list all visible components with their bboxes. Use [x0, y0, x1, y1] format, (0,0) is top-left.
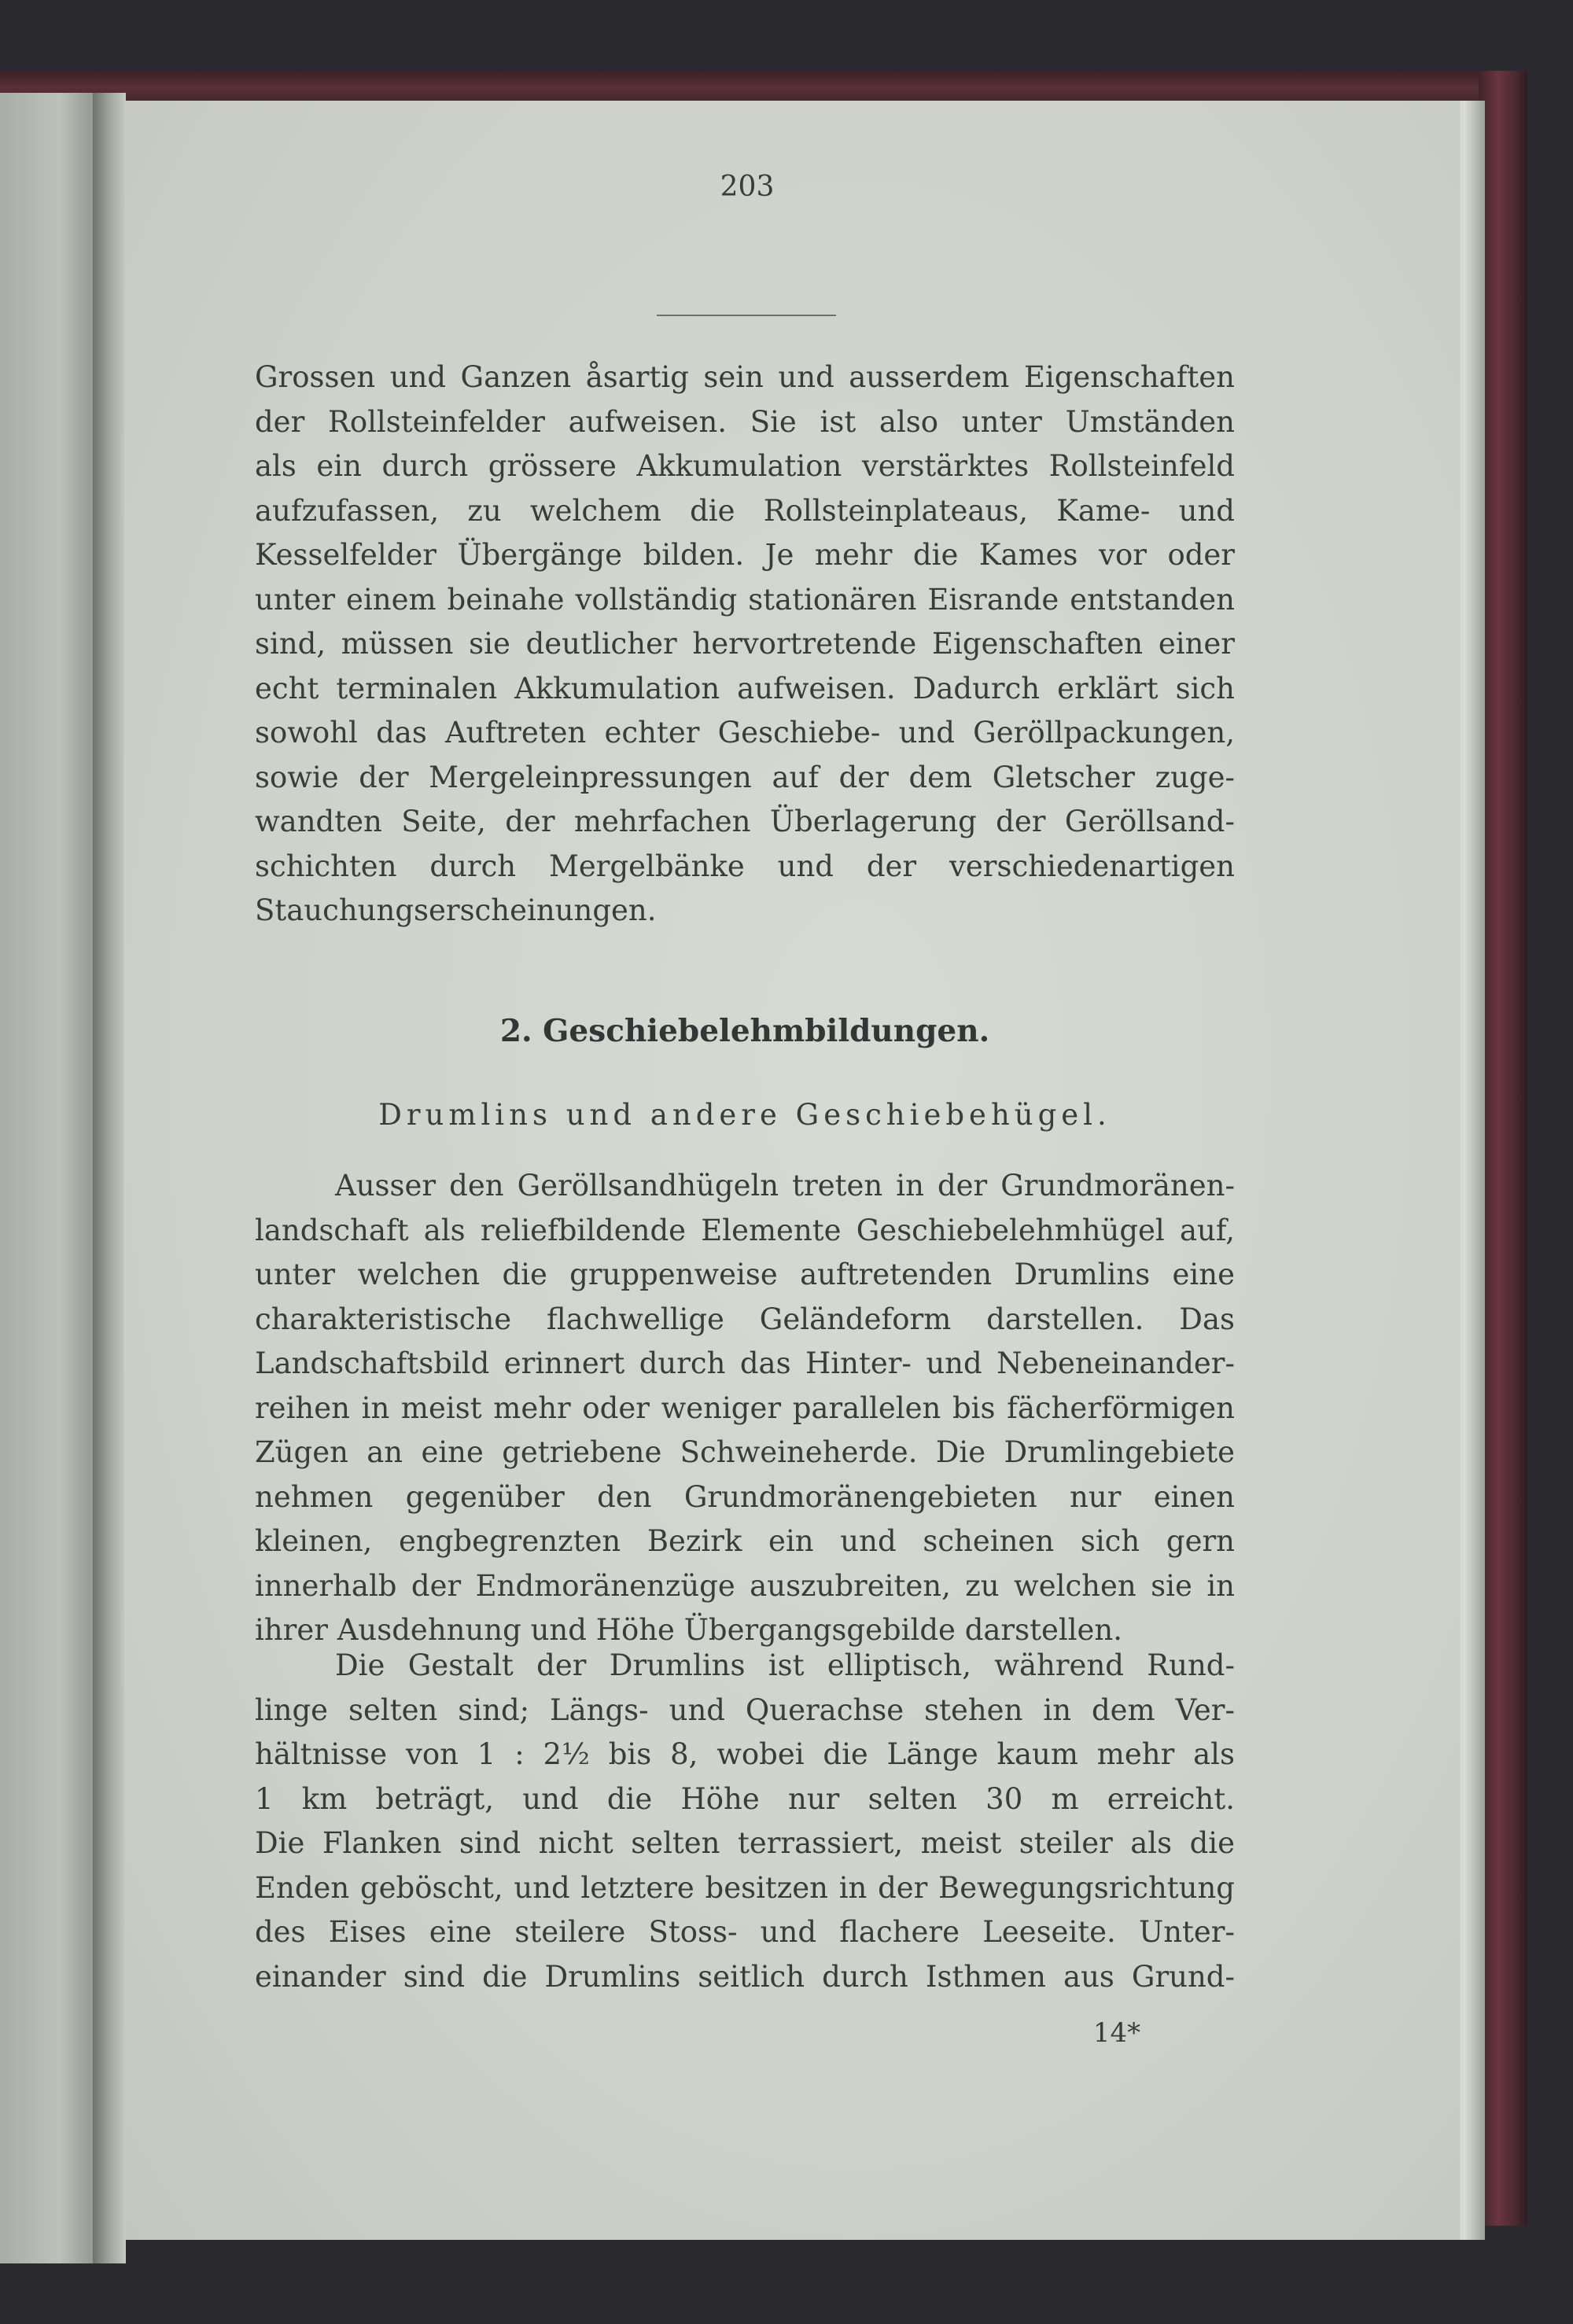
- text-line: linge selten sind; Längs- und Querachse stehen in dem Ver-: [255, 1692, 1235, 1727]
- text-line: Grossen und Ganzen åsartig sein und ausserdem Eigenschaften: [255, 360, 1235, 394]
- text-line: aufzufassen, zu welchem die Rollsteinplateaus, Kame- und: [255, 493, 1235, 528]
- text-line: echt terminalen Akkumulation aufweisen. Dadurch erklärt sich: [255, 671, 1235, 705]
- text-line: sowie der Mergeleinpressungen auf der dem Gletscher zuge-: [255, 760, 1235, 794]
- text-line: nehmen gegenüber den Grundmoränengebieten nur einen: [255, 1479, 1235, 1514]
- text-line: unter einem beinahe vollständig stationären Eisrande entstanden: [255, 582, 1235, 617]
- book-gutter: [93, 93, 126, 2263]
- text-line: Die Gestalt der Drumlins ist elliptisch, während Rund-: [335, 1648, 1235, 1682]
- text-line: hältnisse von 1 : 2½ bis 8, wobei die Länge kaum mehr als: [255, 1737, 1235, 1771]
- text-line: 1 km beträgt, und die Höhe nur selten 30 m erreicht.: [255, 1781, 1235, 1816]
- header-rule: [657, 315, 836, 316]
- text-line: Enden geböscht, und letztere besitzen in der Bewegungsrichtung: [255, 1870, 1235, 1905]
- printer-signature-mark: 14*: [1092, 2017, 1141, 2049]
- text-line: wandten Seite, der mehrfachen Überlagerung der Geröllsand-: [255, 805, 1235, 838]
- paragraph: [255, 1164, 1235, 1653]
- text-line: Landschaftsbild erinnert durch das Hinter- und Nebeneinander-: [255, 1346, 1235, 1380]
- section-subheading: Drumlins und andere Geschiebehügel.: [378, 1098, 1111, 1132]
- text-line: innerhalb der Endmoränenzüge auszubreiten, zu welchen sie in: [255, 1568, 1235, 1603]
- paragraph: [255, 1644, 1235, 1999]
- text-line: reihen in meist mehr oder weniger parallelen bis fächerförmigen: [255, 1390, 1235, 1425]
- text-line: schichten durch Mergelbänke und der verschiedenartigen: [255, 849, 1235, 883]
- text-line: Zügen an eine getriebene Schweineherde. Die Drumlingebiete: [255, 1435, 1235, 1469]
- section-heading: 2. Geschiebelehmbildungen.: [499, 1013, 990, 1049]
- text-line: sind, müssen sie deutlicher hervortretende Eigenschaften einer: [255, 627, 1235, 661]
- text-line: charakteristische flachwellige Geländeform darstellen. Das: [255, 1302, 1235, 1336]
- text-line: der Rollsteinfelder aufweisen. Sie ist also unter Umständen: [255, 404, 1235, 439]
- text-line: Ausser den Geröllsandhügeln treten in der Grundmoränen-: [335, 1169, 1235, 1203]
- text-line: Stauchungserscheinungen.: [255, 893, 657, 927]
- text-line: als ein durch grössere Akkumulation verstärktes Rollsteinfeld: [255, 449, 1235, 483]
- text-line: sowohl das Auftreten echter Geschiebe- und Geröllpackungen,: [255, 716, 1235, 749]
- text-line: ihrer Ausdehnung und Höhe Übergangsgebilde darstellen.: [255, 1613, 1123, 1647]
- text-line: Kesselfelder Übergänge bilden. Je mehr die Kames vor oder: [255, 538, 1235, 572]
- paragraph-continued: [255, 355, 1235, 934]
- text-line: des Eises eine steilere Stoss- und flachere Leeseite. Unter-: [255, 1915, 1235, 1949]
- book-cover-right: [1479, 71, 1527, 2226]
- text-line: unter welchen die gruppenweise auftretenden Drumlins eine: [255, 1258, 1235, 1291]
- text-line: einander sind die Drumlins seitlich durch Isthmen aus Grund-: [255, 1959, 1235, 1994]
- text-line: landschaft als reliefbildende Elemente Geschiebelehmhügel auf,: [255, 1213, 1235, 1247]
- previous-page-edge: [0, 93, 98, 2263]
- text-line: Die Flanken sind nicht selten terrassiert, meist steiler als die: [255, 1826, 1235, 1860]
- text-line: kleinen, engbegrenzten Bezirk ein und scheinen sich gern: [255, 1524, 1235, 1558]
- page-number: 203: [720, 171, 775, 203]
